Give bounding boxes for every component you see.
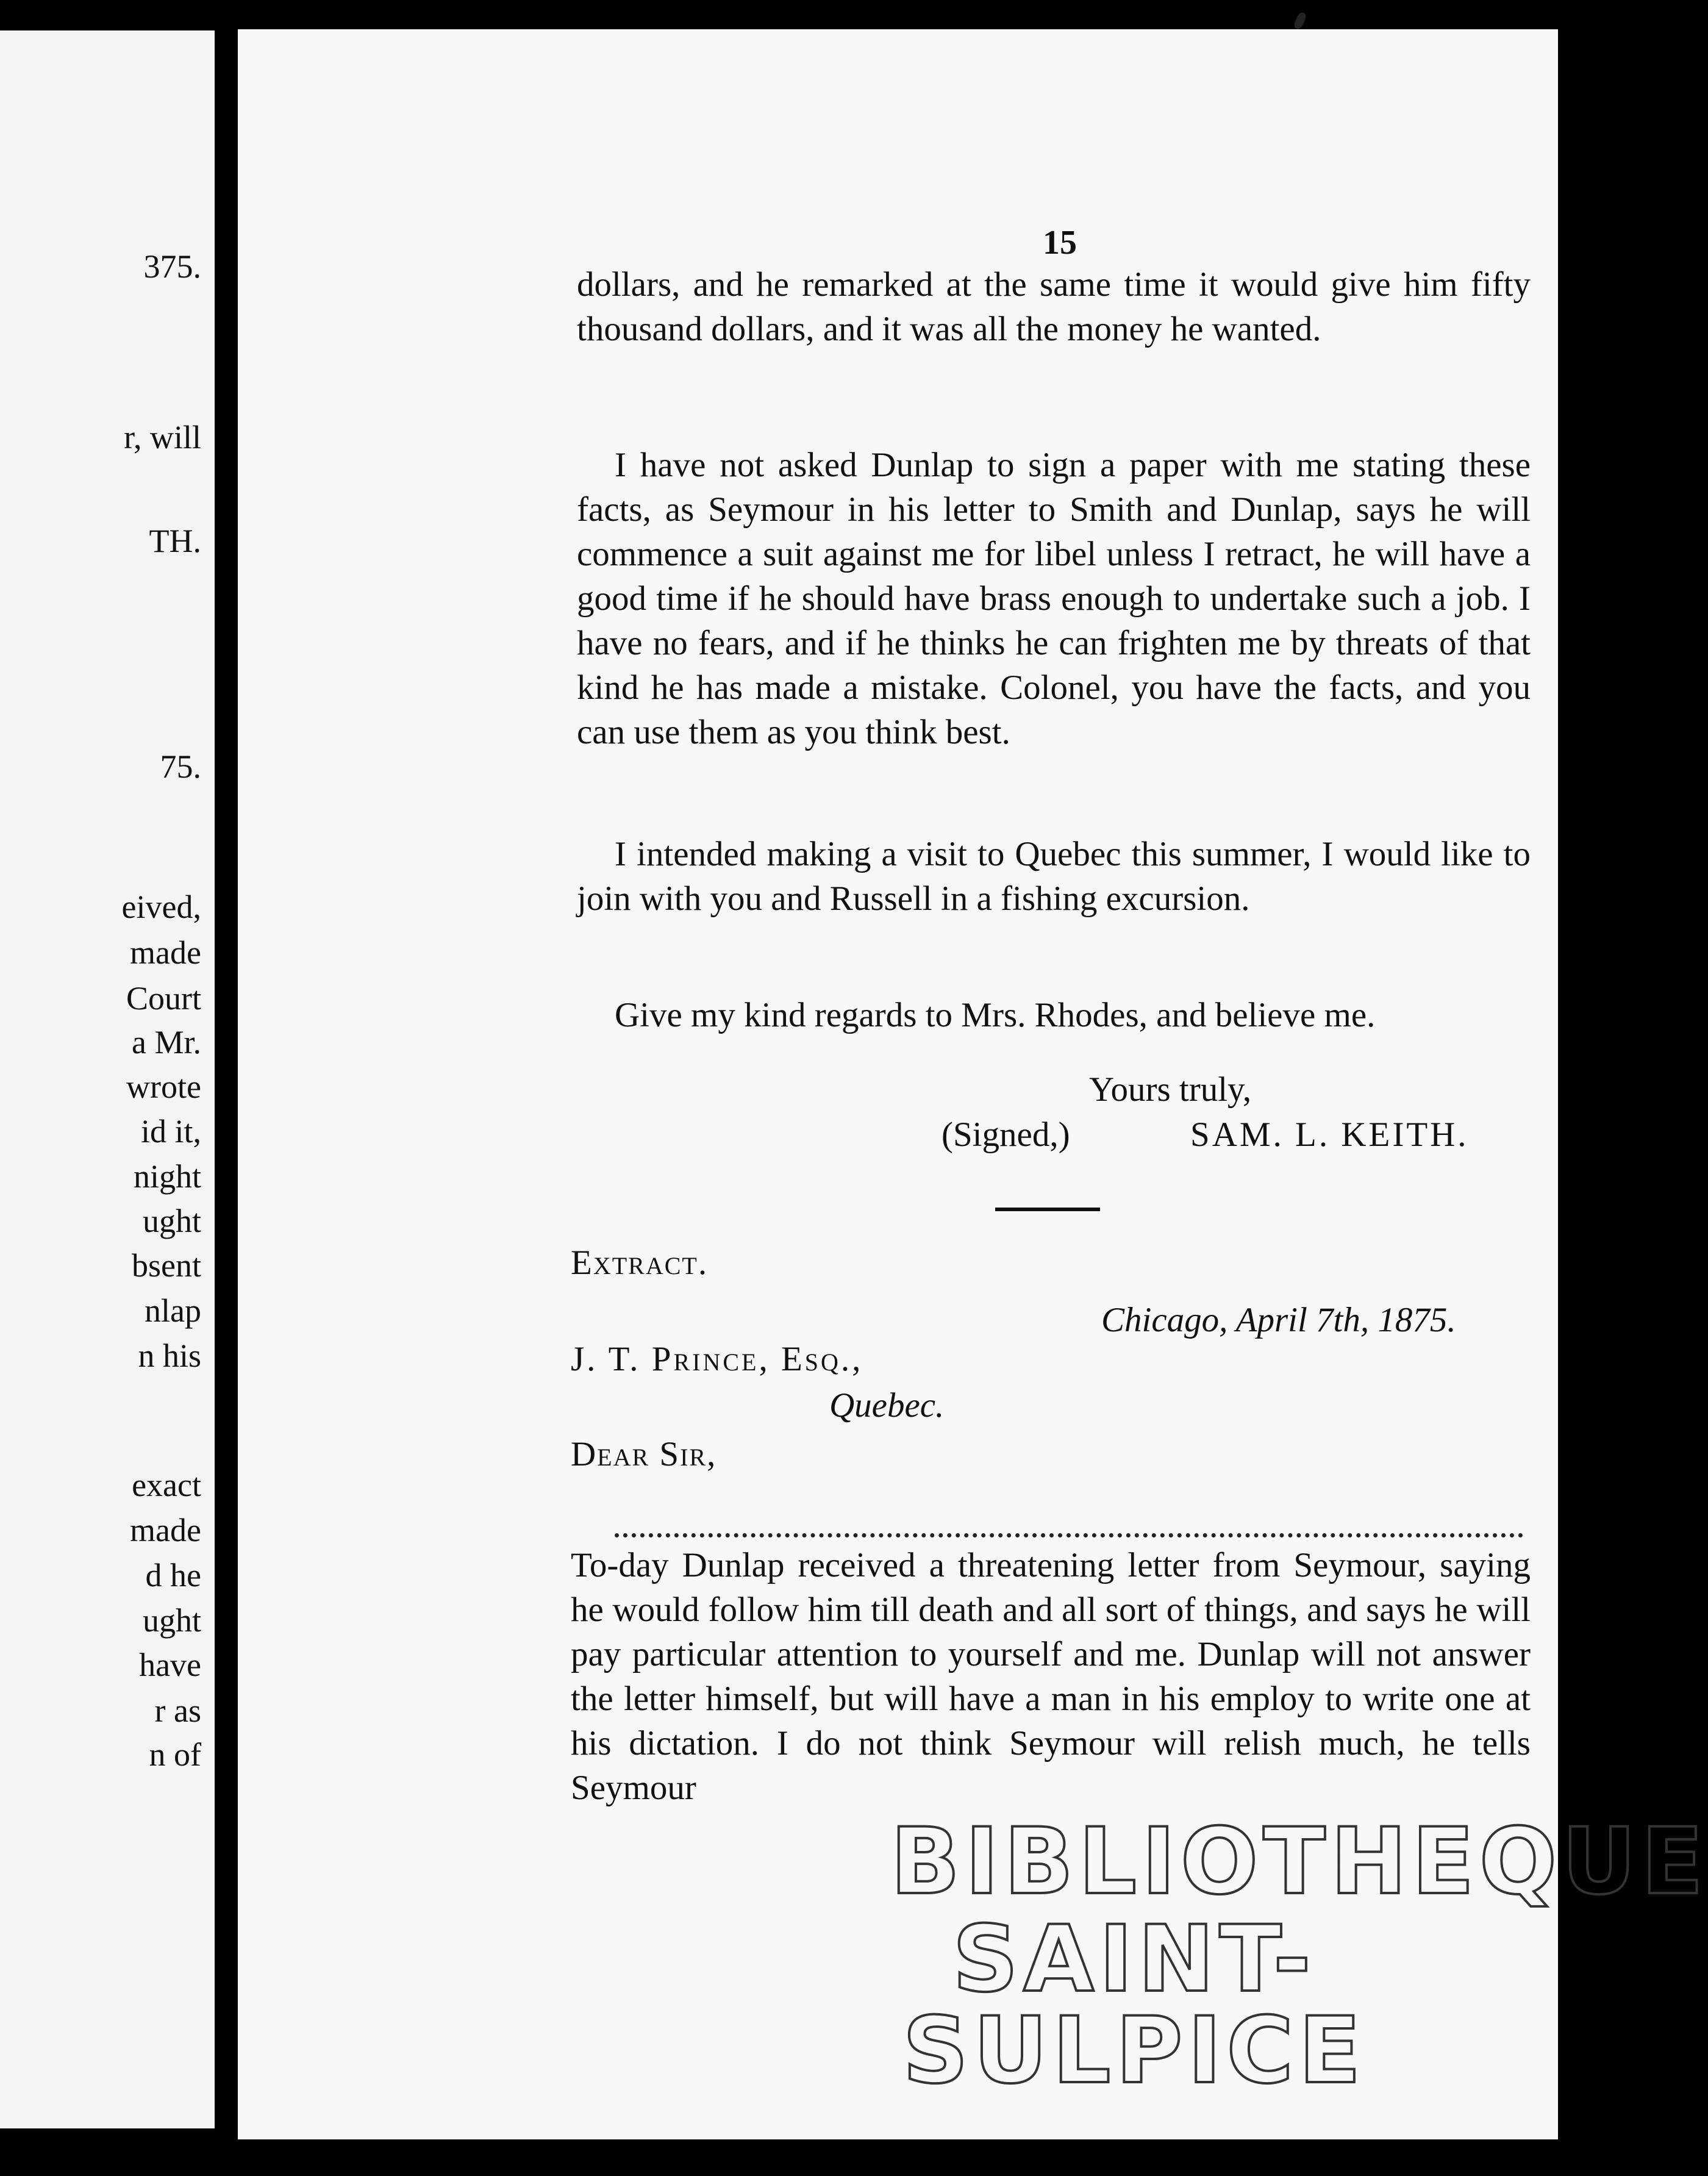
paragraph-quebec-visit: I intended making a visit to Quebec this summer, I would like to join with you and Russell in a fishing excursion. [577,835,1531,918]
facing-page-text-fragment: made [130,934,201,971]
facing-page-text-fragment: r, will [124,419,201,456]
facing-page-text-fragment: r as [154,1692,201,1729]
paragraph-continuation: dollars, and he remarked at the same time it would give him fifty thousand dollars, and it was all the money he wanted. [577,265,1531,348]
facing-page-fragment [0,30,215,2128]
facing-page-text-fragment: Court [126,980,201,1017]
facing-page-text-fragment: id it, [140,1113,201,1150]
facing-page-text-fragment: nlap [145,1292,201,1329]
facing-page-text-fragment: n his [138,1337,201,1374]
facing-page-text-fragment: night [133,1158,201,1195]
page-number: 15 [1043,224,1077,262]
extract-heading: Extract. [571,1244,709,1282]
facing-page-text-fragment: bsent [132,1247,201,1284]
paragraph-regards: Give my kind regards to Mrs. Rhodes, and believe me. [615,996,1376,1034]
facing-page-text-fragment: 375. [143,248,201,285]
facing-page-text-fragment: ught [142,1203,201,1239]
extract-body: To-day Dunlap received a threatening letter from Seymour, saying he would follow him till death and all sort of things, and says he will pay particular attention to yourself and me. Dunlap will not answer the letter himself, but will have a man in his employ to write one at his dictation. I do not think Seymour will relish much, he tells Seymour [571,1546,1531,1807]
facing-page-text-fragment: d he [145,1557,201,1594]
document-page [238,29,1708,2139]
salutation: Dear Sir, [571,1435,717,1473]
addressee-city: Quebec. [829,1386,945,1425]
facing-page-text-fragment: a Mr. [132,1024,201,1061]
facing-page-text-fragment: n of [149,1736,201,1773]
facing-page-text-fragment: 75. [160,748,201,785]
facing-page-text-fragment: made [130,1512,201,1548]
extract-place-date: Chicago, April 7th, 1875. [1101,1301,1456,1339]
facing-page-text-fragment: ught [142,1602,201,1639]
signed-label: (Signed,) [942,1115,1070,1154]
signature: SAM. L. KEITH. [1190,1115,1469,1154]
facing-page-text-fragment: wrote [126,1068,201,1105]
facing-page-text-fragment: have [139,1647,201,1683]
paragraph-dunlap-paper: I have not asked Dunlap to sign a paper with me stating these facts, as Seymour in his letter to Smith and Dunlap, says he will commence a suit against me for libel unless I retract, he will have a good time if he should have brass enough to undertake such a job. I have no fears, and if he thinks he can frighten me by threats of that kind he has made a mistake. Colonel, you have the facts, and you can use them as you think best. [577,446,1531,751]
section-divider [995,1208,1100,1211]
facing-page-text-fragment: exact [132,1467,201,1503]
facing-page-text-fragment: eived, [121,889,201,925]
addressee: J. T. Prince, Esq., [571,1340,863,1378]
ink-mark [1293,11,1308,30]
library-stamp-line1: BIBLIOTHEQUE [890,1809,1708,1915]
ellipsis-row [615,1525,1523,1537]
library-stamp-line2: SAINT-SULPICE [902,1906,1366,2104]
facing-page-text-fragment: TH. [149,523,201,559]
valediction: Yours truly, [1089,1070,1252,1109]
